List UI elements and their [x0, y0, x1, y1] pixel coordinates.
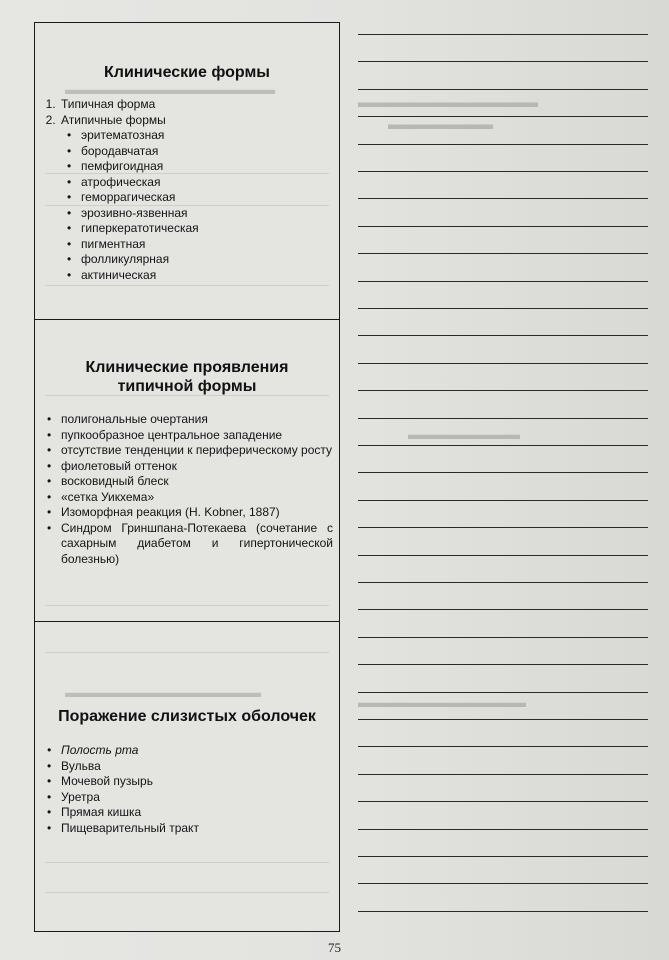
note-line [358, 829, 648, 830]
note-line [358, 390, 648, 391]
list-item: • Изоморфная реакция (H. Kobner, 1887) [61, 505, 333, 521]
note-line [358, 363, 648, 364]
atypical-forms-list [61, 128, 199, 283]
list-item: • пупкообразное центральное западение [61, 428, 333, 444]
slide-title-line1: Клинические проявления [85, 359, 289, 376]
note-line [358, 911, 648, 912]
note-line [358, 281, 648, 282]
bleed-through-line [45, 892, 329, 893]
note-line [358, 61, 648, 62]
list-item: • пемфигоидная [81, 159, 199, 175]
note-line [358, 253, 648, 254]
list-item: • геморрагическая [81, 190, 199, 206]
bleed-through-text: ▬▬▬▬▬▬▬▬ [408, 426, 520, 442]
slide-mucosa-lesions [34, 622, 340, 932]
note-line [358, 418, 648, 419]
note-line [358, 774, 648, 775]
list-item: • полигональные очертания [61, 412, 333, 428]
bleed-through-line [45, 285, 329, 286]
note-line [358, 664, 648, 665]
bleed-through-line [45, 605, 329, 606]
list-item: • фиолетовый оттенок [61, 459, 333, 475]
slide-typical-form [34, 320, 340, 622]
note-line [358, 308, 648, 309]
note-line [358, 34, 648, 35]
manifestations-list [41, 412, 333, 567]
bleed-through-text: ▬▬▬▬▬▬▬▬▬▬▬▬▬▬ [65, 684, 261, 700]
list-item: • эрозивно-язвенная [81, 206, 199, 222]
note-line [358, 527, 648, 528]
list-item: • фолликулярная [81, 252, 199, 268]
list-item: 2. Атипичные формы • эритематозная • бородавчатая • пемфигоидная • атрофическая • геморрагическая • эрозивно-язвенная • гиперкератотическая • пигментная • фолликулярная • актиническая [59, 113, 199, 284]
note-line [358, 555, 648, 556]
list-item: • Синдром Гриншпана-Потекаева (сочетание с сахарным диабетом и гипертонической болезнью) [61, 521, 333, 568]
bleed-through-line [45, 652, 329, 653]
slide-clinical-forms [34, 22, 340, 320]
bleed-through-text: ▬▬▬▬▬▬▬▬▬▬▬▬ [358, 694, 526, 710]
note-line [358, 500, 648, 501]
mucosa-list [41, 743, 333, 836]
list-item: • восковидный блеск [61, 474, 333, 490]
note-line [358, 883, 648, 884]
note-line [358, 335, 648, 336]
note-line [358, 226, 648, 227]
list-item: • Уретра [61, 790, 333, 806]
note-line [358, 89, 648, 90]
note-line [358, 856, 648, 857]
page-number: 75 [328, 940, 341, 955]
list-item: • эритематозная [81, 128, 199, 144]
list-item: • «сетка Уикхема» [61, 490, 333, 506]
notes-column [358, 22, 648, 932]
list-item: • Мочевой пузырь [61, 774, 333, 790]
list-item: • бородавчатая [81, 144, 199, 160]
note-line [358, 692, 648, 693]
slide-title-line2: типичной формы [117, 378, 257, 395]
note-line [358, 801, 648, 802]
note-line [358, 582, 648, 583]
note-line [358, 609, 648, 610]
note-line [358, 472, 648, 473]
note-line [358, 171, 648, 172]
note-line [358, 198, 648, 199]
bleed-through-text: ▬▬▬▬▬▬▬▬▬▬▬▬ [358, 94, 538, 111]
list-item: • Вульва [61, 759, 333, 775]
forms-list [41, 97, 199, 283]
list-item: 1. Типичная форма [59, 97, 199, 113]
note-line [358, 116, 648, 117]
list-item: • гиперкератотическая [81, 221, 199, 237]
note-line [358, 144, 648, 145]
note-line [358, 445, 648, 446]
list-item: • пигментная [81, 237, 199, 253]
note-line [358, 719, 648, 720]
slide-title: Клинические формы [104, 64, 270, 81]
list-item: • актиническая [81, 268, 199, 284]
list-item: • Пищеварительный тракт [61, 821, 333, 837]
bleed-through-line [45, 862, 329, 863]
note-line [358, 637, 648, 638]
note-line [358, 746, 648, 747]
list-item: • Полость рта [61, 743, 333, 759]
list-item: • отсутствие тенденции к периферическому росту [61, 443, 333, 459]
bleed-through-text: ▬▬▬▬▬▬▬ [388, 116, 493, 133]
list-item: • атрофическая [81, 175, 199, 191]
bleed-through-text: ▬▬▬▬▬▬▬▬▬▬▬▬▬▬▬ [65, 81, 275, 97]
list-item: • Прямая кишка [61, 805, 333, 821]
slide-title: Поражение слизистых оболочек [58, 708, 316, 725]
